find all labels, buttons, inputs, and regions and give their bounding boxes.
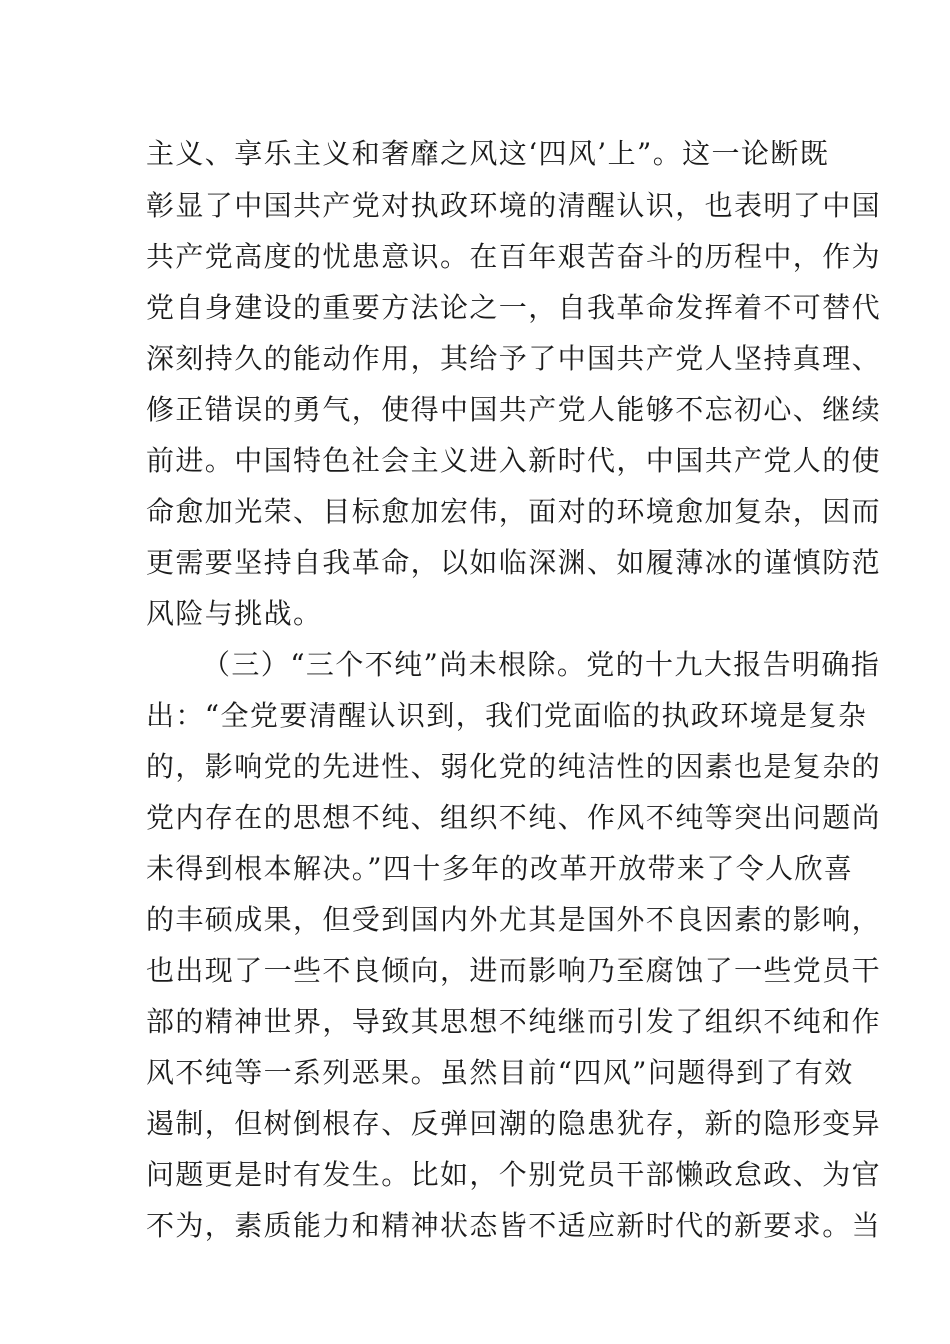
text-line: 部的精神世界，导致其思想不纯继而引发了组织不纯和作 — [146, 1005, 882, 1038]
text-line: 修正错误的勇气，使得中国共产党人能够不忘初心、继续 — [146, 393, 882, 426]
text-line: 前进。中国特色社会主义进入新时代，中国共产党人的使 — [146, 444, 882, 477]
text-line: 问题更是时有发生。比如，个别党员干部懒政怠政、为官 — [146, 1158, 882, 1191]
paragraph-heading-line: （三）“三个不纯”尚未根除。党的十九大报告明确指 — [202, 648, 881, 681]
text-line: 共产党高度的忧患意识。在百年艰苦奋斗的历程中，作为 — [146, 240, 882, 273]
text-line: 深刻持久的能动作用，其给予了中国共产党人坚持真理、 — [146, 342, 882, 375]
text-line: 命愈加光荣、目标愈加宏伟，面对的环境愈加复杂，因而 — [146, 495, 882, 528]
text-line: 也出现了一些不良倾向，进而影响乃至腐蚀了一些党员干 — [146, 954, 882, 987]
text-line: 遏制，但树倒根存、反弹回潮的隐患犹存，新的隐形变异 — [146, 1107, 882, 1140]
text-line: 彰显了中国共产党对执政环境的清醒认识，也表明了中国 — [146, 189, 882, 222]
text-line: 风险与挑战。 — [146, 597, 323, 630]
text-line: 党内存在的思想不纯、组织不纯、作风不纯等突出问题尚 — [146, 801, 882, 834]
text-line: 风不纯等一系列恶果。虽然目前“四风”问题得到了有效 — [146, 1056, 854, 1089]
text-line: 出：“全党要清醒认识到，我们党面临的执政环境是复杂 — [146, 699, 868, 732]
text-line: 更需要坚持自我革命，以如临深渊、如履薄冰的谨慎防范 — [146, 546, 882, 579]
text-line: 未得到根本解决。”四十多年的改革开放带来了令人欣喜 — [146, 852, 854, 885]
text-line: 主义、享乐主义和奢靡之风这‘四风’上”。这一论断既 — [146, 137, 830, 170]
text-line: 的丰硕成果，但受到国内外尤其是国外不良因素的影响， — [146, 903, 882, 936]
text-line: 党自身建设的重要方法论之一，自我革命发挥着不可替代 — [146, 291, 882, 324]
text-line: 不为，素质能力和精神状态皆不适应新时代的新要求。当 — [146, 1209, 882, 1242]
text-line: 的，影响党的先进性、弱化党的纯洁性的因素也是复杂的 — [146, 750, 882, 783]
